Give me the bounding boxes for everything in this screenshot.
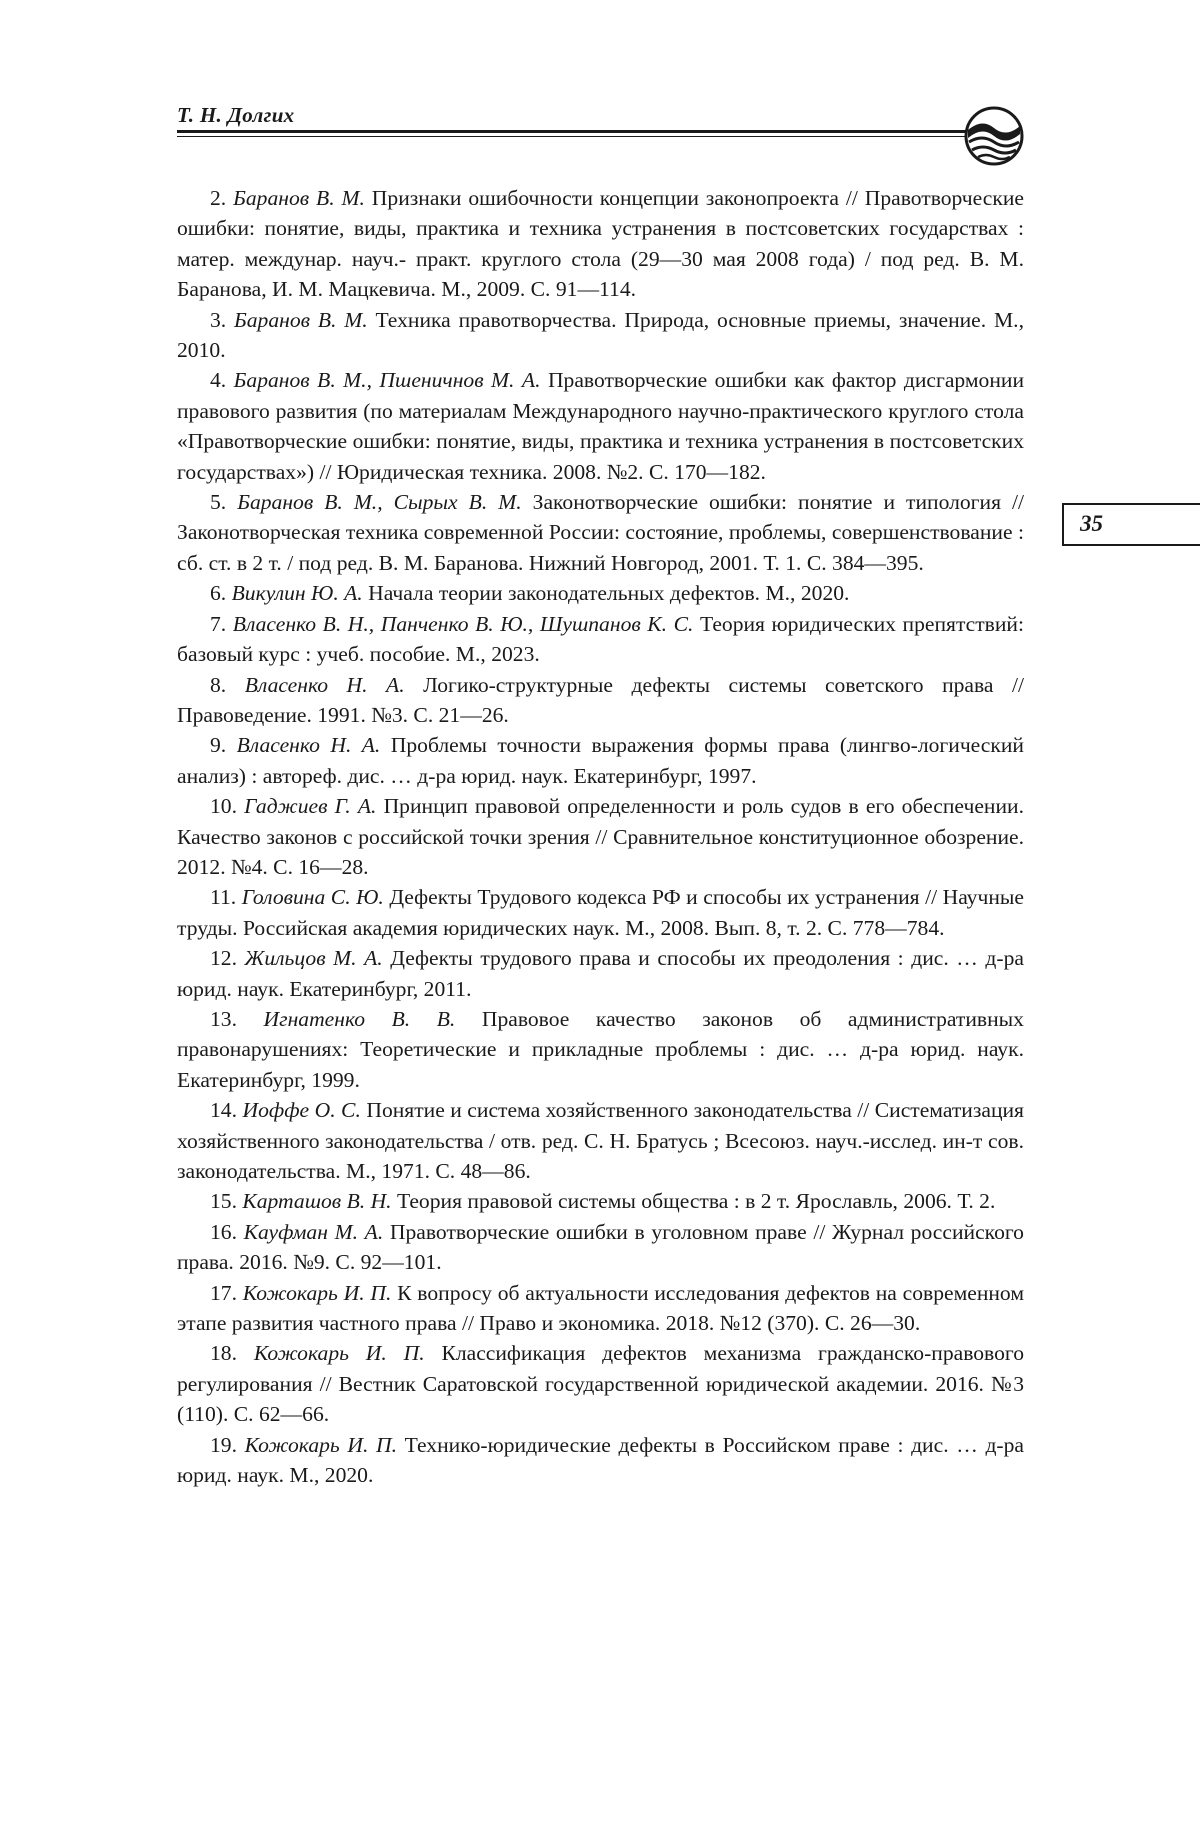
reference-item [177, 305, 1024, 366]
reference-number: 14. [210, 1098, 237, 1123]
reference-item [177, 609, 1024, 670]
reference-item [177, 365, 1024, 487]
reference-text: Проблемы точности выражения формы права (лингво-логический анализ) : автореф. дис. … д-ра юрид. наук. Екатеринбург, 1997. [177, 733, 1024, 788]
reference-author: Баранов В. М. [233, 186, 365, 210]
reference-author: Власенко Н. А. [236, 733, 381, 758]
reference-number: 11. [210, 885, 237, 910]
reference-number: 19. [210, 1432, 237, 1457]
reference-text: Техника правотворчества. Природа, основные приемы, значение. М., 2010. [177, 307, 1024, 363]
reference-item [177, 183, 1024, 305]
reference-number: 12. [210, 946, 237, 971]
reference-author: Жильцов М. А. [244, 946, 383, 971]
header-rule-thick [177, 130, 977, 133]
reference-list [177, 183, 1024, 1490]
reference-number: 8. [210, 672, 227, 697]
reference-text: Правовое качество законов об административных правонарушениях: Теоретические и прикладные проблемы : дис. … д-ра юрид. наук. Екатеринбург, 1999. [177, 1006, 1024, 1092]
reference-number: 18. [210, 1341, 237, 1366]
reference-number: 5. [210, 490, 227, 515]
reference-text: Дефекты Трудового кодекса РФ и способы их устранения // Научные труды. Российская академия юридических наук. М., 2008. Вып. 8, т. 2. С. 778—784. [177, 885, 1024, 940]
reference-number: 16. [210, 1219, 237, 1244]
reference-text: Правотворческие ошибки как фактор дисгармонии правового развития (по материалам Международного научно-практического круглого стола «Правотворческие ошибки: понятие, виды, практика и техника устранения в постсоветских государствах») // Юридическая техника. 2008. №2. С. 170—182. [177, 368, 1024, 484]
reference-item [177, 943, 1024, 1004]
reference-author: Гаджиев Г. А. [244, 794, 377, 819]
reference-item [177, 1186, 1024, 1216]
reference-item [177, 487, 1024, 578]
reference-author: Власенко Н. А. [244, 672, 405, 697]
reference-author: Кожокарь И. П. [253, 1341, 425, 1366]
publisher-wave-logo-icon [962, 104, 1026, 168]
reference-text: К вопросу об актуальности исследования дефектов на современном этапе развития частного права // Право и экономика. 2018. №12 (370). С. 26—30. [177, 1280, 1024, 1336]
reference-number: 10. [210, 794, 237, 819]
reference-text: Технико-юридические дефекты в Российском праве : дис. … д-ра юрид. наук. М., 2020. [177, 1432, 1025, 1488]
reference-item [177, 1278, 1024, 1339]
reference-item [177, 1004, 1024, 1095]
reference-text: Логико-структурные дефекты системы советского права // Правоведение. 1991. №3. С. 21—26. [177, 672, 1024, 727]
reference-author: Кожокарь И. П. [242, 1280, 392, 1305]
reference-text: Дефекты трудового права и способы их преодоления : дис. … д-ра юрид. наук. Екатеринбург, 2011. [177, 946, 1024, 1001]
page-number-tab [1062, 503, 1200, 546]
page-number: 35 [1080, 511, 1103, 536]
reference-text: Правотворческие ошибки в уголовном праве // Журнал российского права. 2016. №9. С. 92—101. [177, 1219, 1024, 1275]
reference-author: Баранов В. М., Сырых В. М. [237, 490, 522, 515]
reference-number: 15. [210, 1189, 237, 1214]
reference-number: 13. [210, 1006, 237, 1031]
reference-author: Кауфман М. А. [243, 1219, 384, 1244]
reference-text: Начала теории законодательных дефектов. М., 2020. [368, 581, 850, 606]
reference-text: Законотворческие ошибки: понятие и типология // Законотворческая техника современной России: состояние, проблемы, совершенствование : сб. ст. в 2 т. / под ред. В. М. Баранова. Нижний Новгород, 2001. Т. 1. С. 384—395. [177, 490, 1025, 575]
reference-text: Классификация дефектов механизма гражданско-правового регулирования // Вестник Саратовской государственной юридической академии. 2016. №3 (110). С. 62—66. [177, 1341, 1025, 1427]
reference-text: Понятие и система хозяйственного законодательства // Систематизация хозяйственного законодательства / отв. ред. С. Н. Братусь ; Всесоюз. науч.-исслед. ин-т сов. законодательства. М., 1971. С. 48—86. [177, 1098, 1024, 1183]
reference-text: Теория юридических препятствий: базовый курс : учеб. пособие. М., 2023. [177, 611, 1024, 667]
reference-number: 2. [210, 186, 227, 210]
reference-author: Головина С. Ю. [241, 885, 384, 910]
reference-item [177, 882, 1024, 943]
reference-author: Кожокарь И. П. [244, 1432, 397, 1457]
running-header-author: Т. Н. Долгих [177, 103, 295, 127]
reference-number: 9. [210, 733, 227, 758]
reference-author: Игнатенко В. В. [263, 1006, 456, 1031]
reference-text: Теория правовой системы общества : в 2 т. Ярославль, 2006. Т. 2. [396, 1189, 996, 1214]
reference-author: Викулин Ю. А. [231, 581, 363, 606]
reference-item [177, 578, 1024, 608]
reference-item [177, 1095, 1024, 1186]
reference-number: 4. [210, 368, 227, 393]
reference-author: Иоффе О. С. [242, 1098, 361, 1123]
reference-text: Принцип правовой определенности и роль судов в его обеспечении. Качество законов с российской точки зрения // Сравнительное конституционное обозрение. 2012. №4. С. 16—28. [177, 794, 1024, 879]
reference-item [177, 1430, 1024, 1491]
reference-item [177, 1338, 1024, 1429]
reference-number: 3. [210, 307, 227, 332]
reference-item [177, 730, 1024, 791]
reference-item [177, 791, 1024, 882]
header-rule-thin [177, 136, 977, 137]
reference-text: Признаки ошибочности концепции законопроекта // Правотворческие ошибки: понятие, виды, практика и техника устранения в постсоветских государствах : матер. междунар. науч.- практ. круглого стола (29—30 мая 2008 года) / под ред. В. М. Баранова, И. М. Мацкевича. М., 2009. С. 91—114. [177, 186, 1024, 302]
reference-author: Карташов В. Н. [242, 1189, 392, 1214]
reference-author: Баранов В. М., Пшеничнов М. А. [233, 368, 541, 393]
reference-number: 6. [210, 581, 227, 606]
reference-number: 7. [210, 611, 227, 636]
reference-item [177, 1217, 1024, 1278]
reference-number: 17. [210, 1280, 237, 1305]
reference-author: Баранов В. М. [234, 307, 368, 332]
reference-item [177, 670, 1024, 731]
reference-author: Власенко В. Н., Панченко В. Ю., Шушпанов К. С. [232, 611, 694, 636]
